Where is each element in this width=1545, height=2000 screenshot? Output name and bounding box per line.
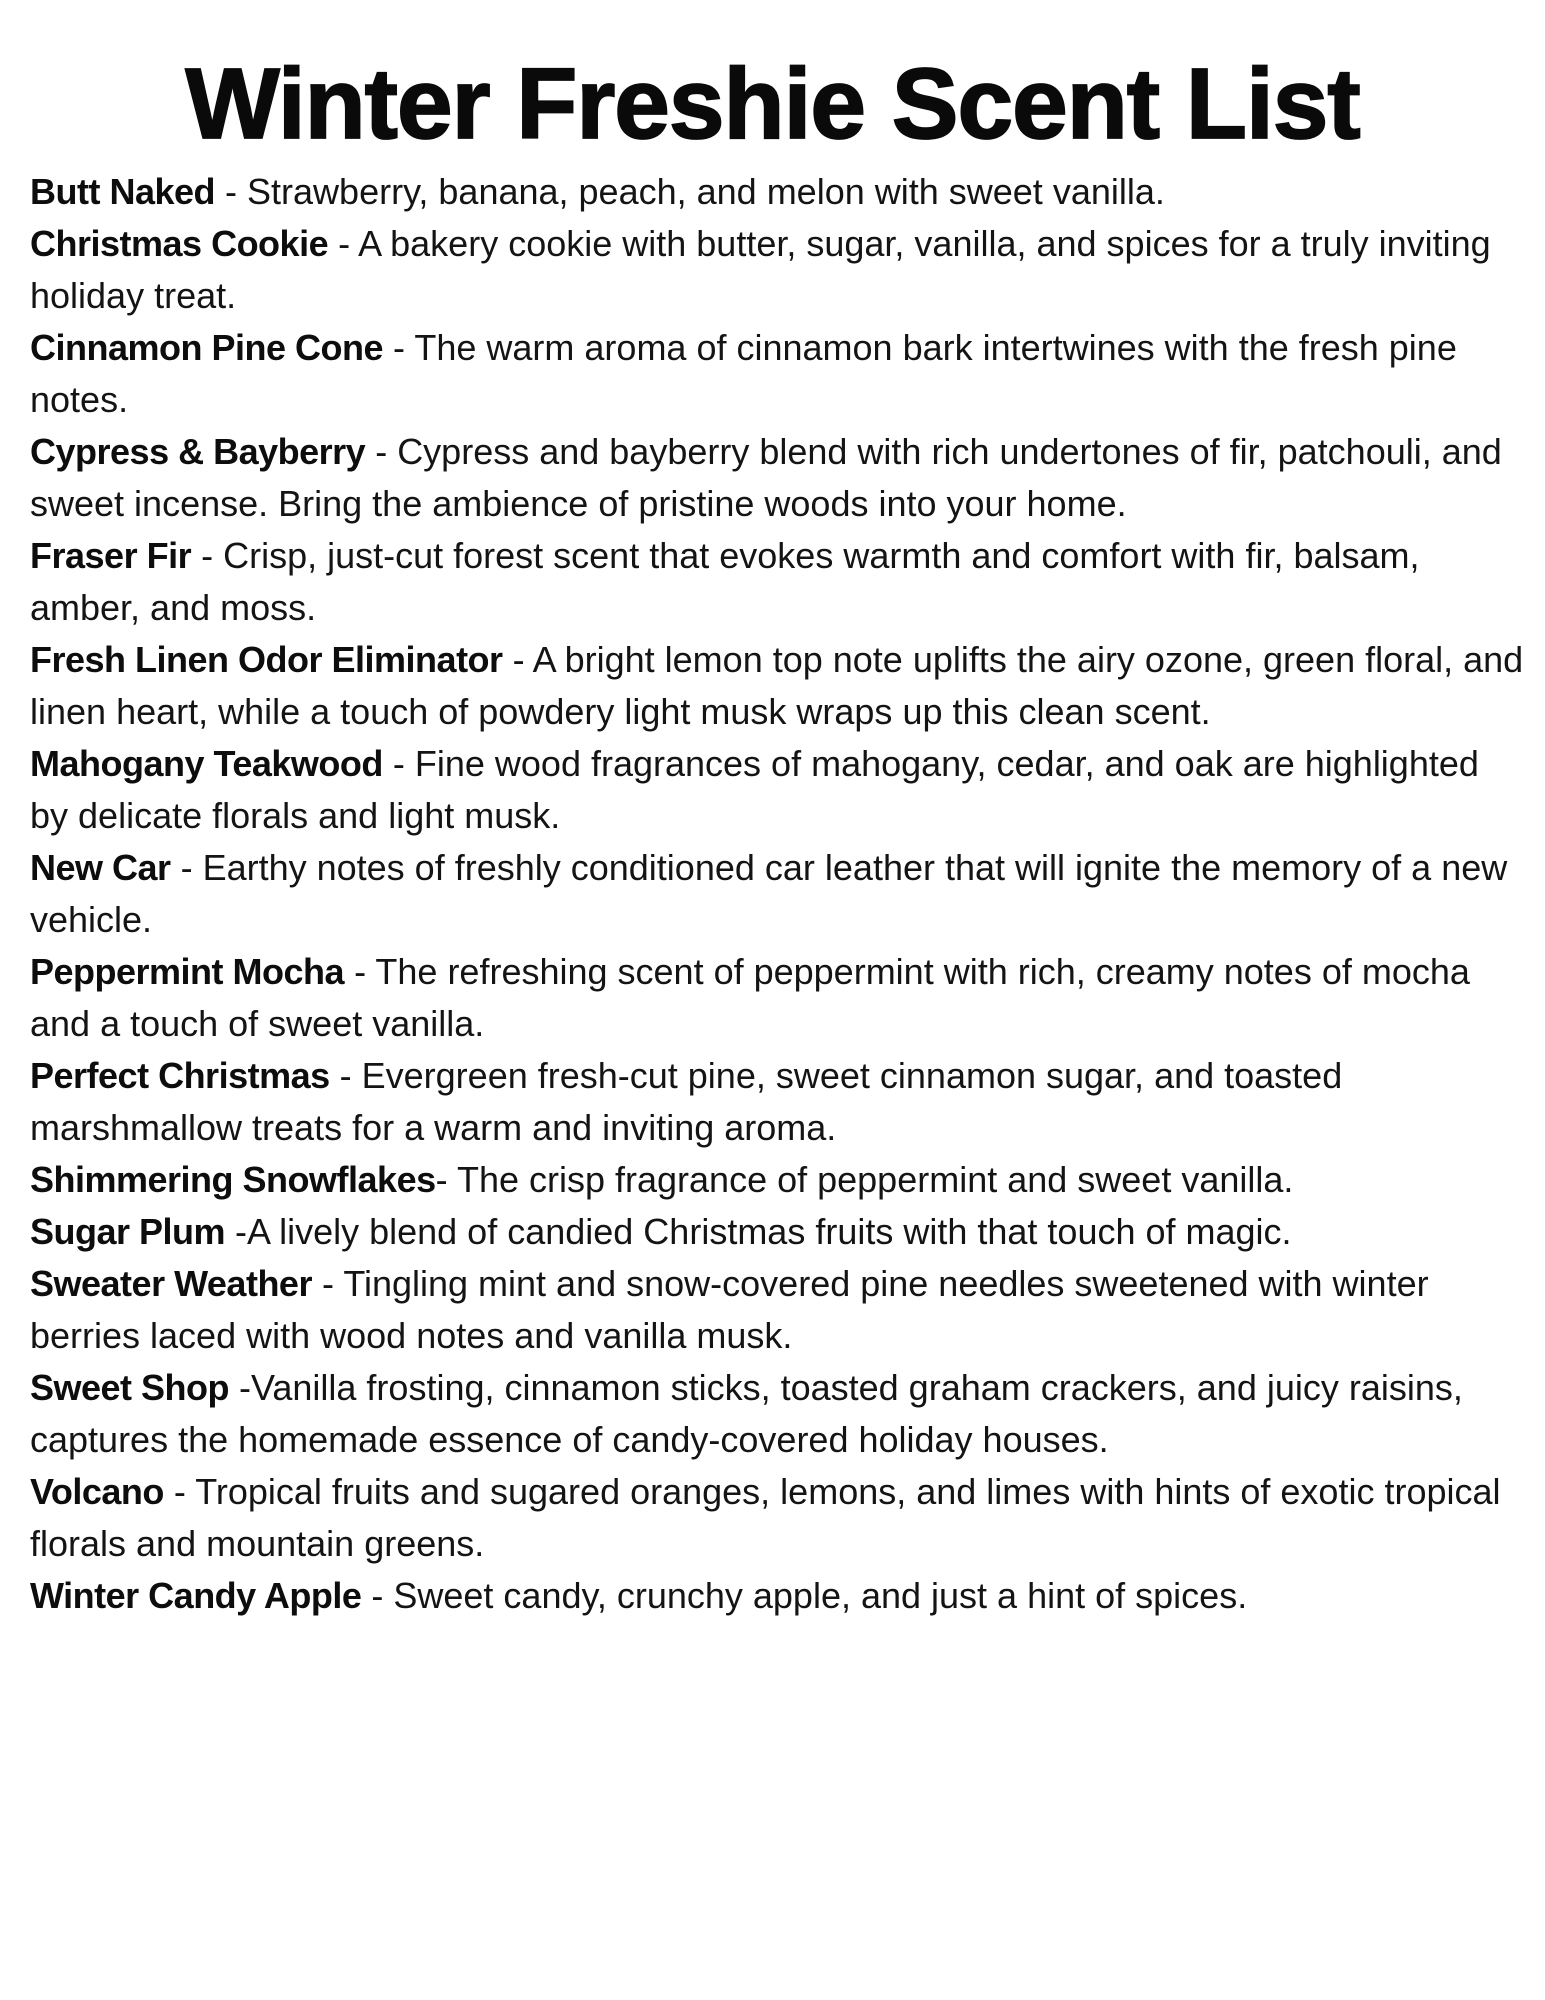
scent-entry bbox=[30, 166, 1525, 218]
scent-name: New Car bbox=[30, 847, 171, 888]
scent-name: Peppermint Mocha bbox=[30, 951, 345, 992]
scent-description: Crisp, just-cut forest scent that evokes warmth and comfort with fir, balsam, amber, and moss. bbox=[30, 535, 1420, 628]
scent-entry bbox=[30, 1466, 1525, 1570]
scent-name: Fresh Linen Odor Eliminator bbox=[30, 639, 503, 680]
scent-entry bbox=[30, 322, 1525, 426]
scent-description: Cypress and bayberry blend with rich undertones of fir, patchouli, and sweet incense. Bring the ambience of pristine woods into your home. bbox=[30, 431, 1502, 524]
scent-name: Fraser Fir bbox=[30, 535, 192, 576]
scent-separator: - bbox=[225, 1211, 248, 1252]
scent-separator: - bbox=[383, 327, 415, 368]
scent-description: The crisp fragrance of peppermint and sweet vanilla. bbox=[456, 1159, 1294, 1200]
scent-separator: - bbox=[329, 1055, 362, 1096]
scent-description: A bright lemon top note uplifts the airy ozone, green floral, and linen heart, while a touch of powdery light musk wraps up this clean scent. bbox=[30, 639, 1524, 732]
scent-description: The refreshing scent of peppermint with rich, creamy notes of mocha and a touch of sweet vanilla. bbox=[30, 951, 1470, 1044]
scent-entry bbox=[30, 1050, 1525, 1154]
scent-name: Cypress & Bayberry bbox=[30, 431, 366, 472]
scent-name: Mahogany Teakwood bbox=[30, 743, 383, 784]
scent-description: Sweet candy, crunchy apple, and just a hint of spices. bbox=[393, 1575, 1248, 1616]
scent-list bbox=[0, 166, 1545, 1622]
scent-description: Fine wood fragrances of mahogany, cedar, and oak are highlighted by delicate florals and light musk. bbox=[30, 743, 1479, 836]
scent-separator: - bbox=[365, 431, 398, 472]
scent-name: Butt Naked bbox=[30, 171, 216, 212]
scent-separator: - bbox=[311, 1263, 344, 1304]
scent-separator: - bbox=[344, 951, 376, 992]
scent-separator: - bbox=[191, 535, 224, 576]
scent-entry bbox=[30, 218, 1525, 322]
scent-description: Tropical fruits and sugared oranges, lemons, and limes with hints of exotic tropical florals and mountain greens. bbox=[30, 1471, 1501, 1564]
scent-description: Strawberry, banana, peach, and melon with sweet vanilla. bbox=[247, 171, 1165, 212]
scent-entry bbox=[30, 634, 1525, 738]
scent-description: Evergreen fresh-cut pine, sweet cinnamon sugar, and toasted marshmallow treats for a warm and inviting aroma. bbox=[30, 1055, 1343, 1148]
scent-entry bbox=[30, 738, 1525, 842]
scent-description: Vanilla frosting, cinnamon sticks, toasted graham crackers, and juicy raisins, captures the homemade essence of candy-covered holiday houses. bbox=[30, 1367, 1463, 1460]
scent-entry bbox=[30, 1258, 1525, 1362]
scent-name: Winter Candy Apple bbox=[30, 1575, 362, 1616]
scent-separator: - bbox=[502, 639, 533, 680]
scent-name: Cinnamon Pine Cone bbox=[30, 327, 384, 368]
scent-entry bbox=[30, 530, 1525, 634]
scent-entry bbox=[30, 842, 1525, 946]
scent-name: Christmas Cookie bbox=[30, 223, 329, 264]
scent-entry bbox=[30, 1154, 1525, 1206]
scent-description: Tingling mint and snow-covered pine needles sweetened with winter berries laced with wood notes and vanilla musk. bbox=[30, 1263, 1429, 1356]
scent-description: A lively blend of candied Christmas fruits with that touch of magic. bbox=[247, 1211, 1292, 1252]
scent-name: Perfect Christmas bbox=[30, 1055, 330, 1096]
scent-separator: - bbox=[229, 1367, 252, 1408]
scent-name: Sweet Shop bbox=[30, 1367, 230, 1408]
scent-name: Sweater Weather bbox=[30, 1263, 312, 1304]
scent-separator: - bbox=[328, 223, 359, 264]
scent-separator: - bbox=[382, 743, 415, 784]
page-title: Winter Freshie Scent List bbox=[185, 48, 1360, 160]
scent-entry bbox=[30, 946, 1525, 1050]
scent-separator: - bbox=[170, 847, 203, 888]
scent-entry bbox=[30, 1206, 1525, 1258]
scent-separator: - bbox=[435, 1159, 457, 1200]
scent-name: Volcano bbox=[30, 1471, 164, 1512]
scent-name: Sugar Plum bbox=[30, 1211, 226, 1252]
scent-separator: - bbox=[163, 1471, 196, 1512]
scent-separator: - bbox=[361, 1575, 394, 1616]
scent-separator: - bbox=[215, 171, 248, 212]
scent-name: Shimmering Snowflakes bbox=[30, 1159, 436, 1200]
scent-description: The warm aroma of cinnamon bark intertwines with the fresh pine notes. bbox=[30, 327, 1457, 420]
scent-description: Earthy notes of freshly conditioned car leather that will ignite the memory of a new vehicle. bbox=[30, 847, 1508, 940]
scent-entry bbox=[30, 1570, 1525, 1622]
scent-description: A bakery cookie with butter, sugar, vanilla, and spices for a truly inviting holiday treat. bbox=[30, 223, 1491, 316]
scent-entry bbox=[30, 1362, 1525, 1466]
scent-entry bbox=[30, 426, 1525, 530]
